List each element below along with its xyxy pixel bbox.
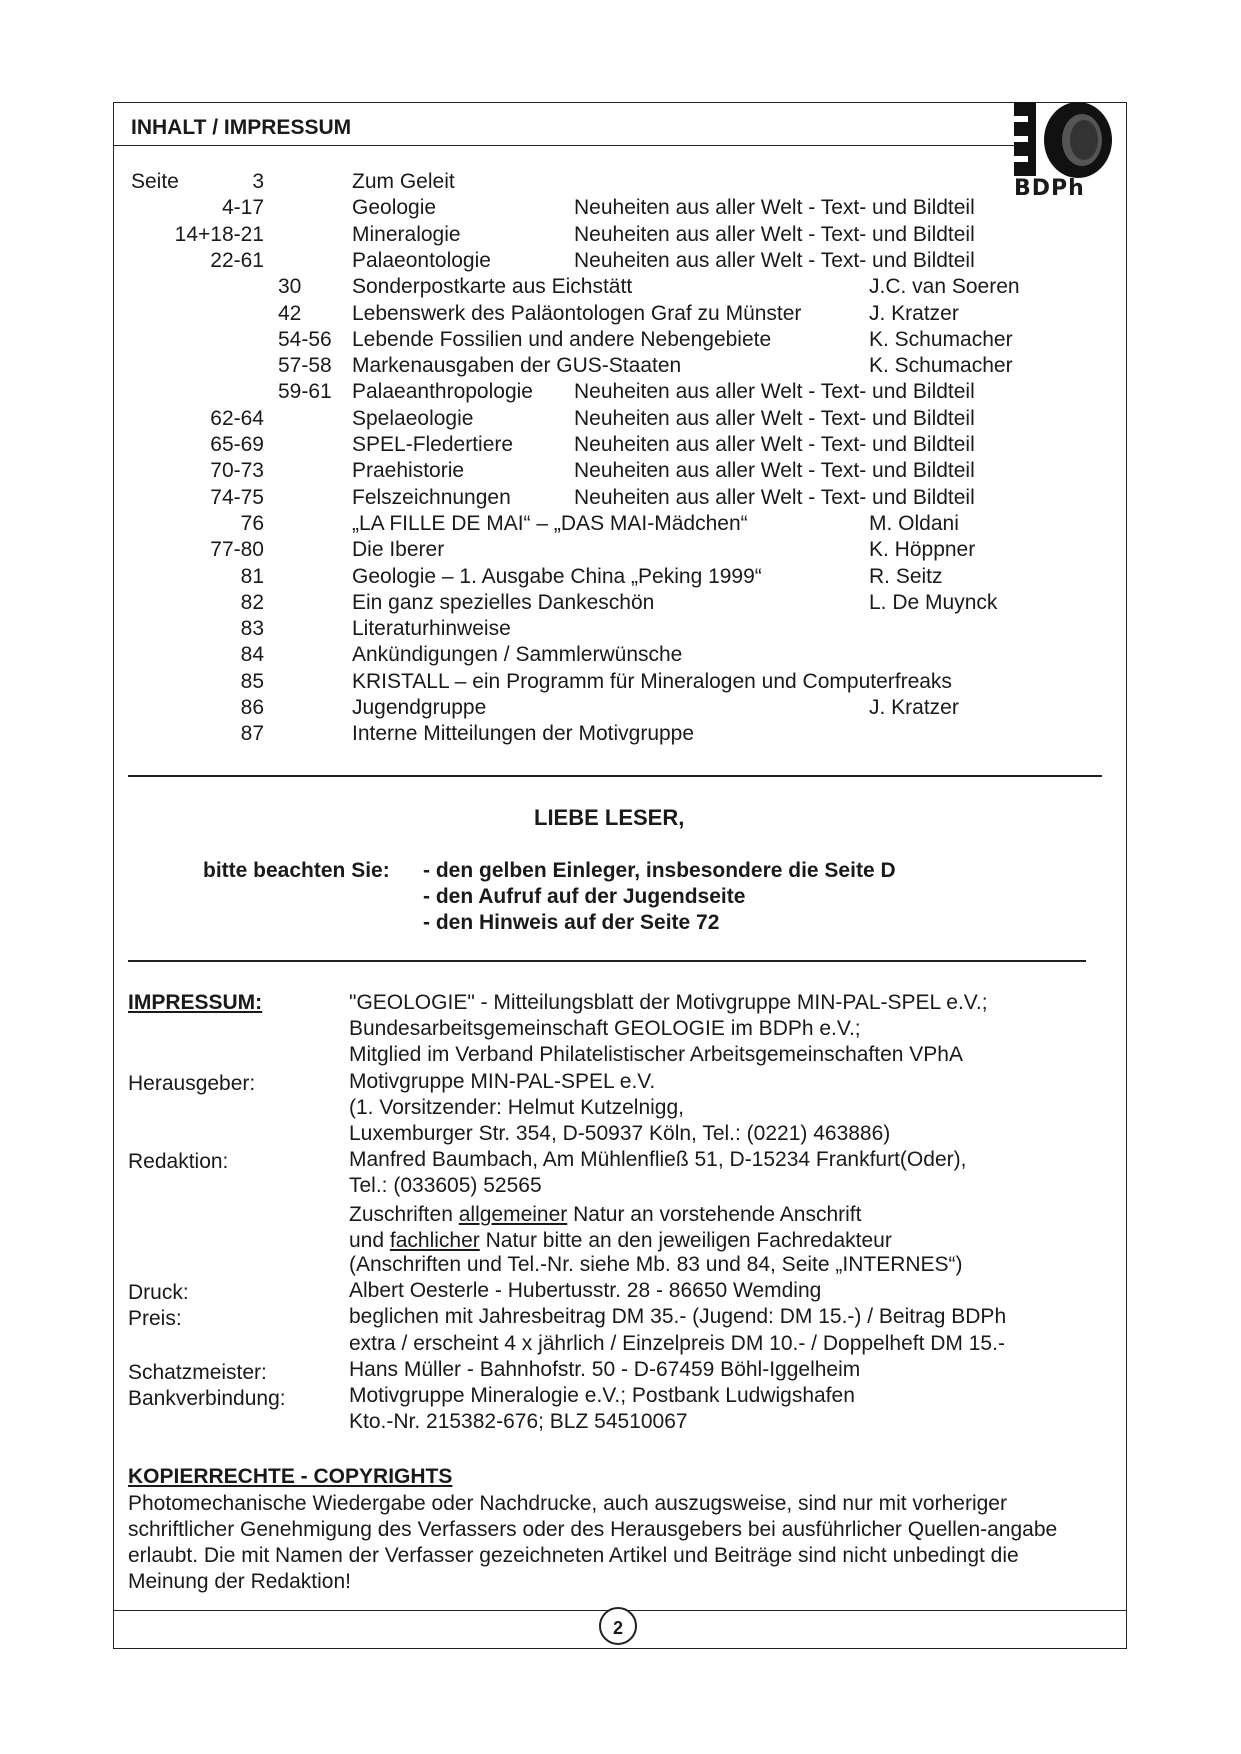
toc-row — [0, 249, 1100, 275]
toc-row — [0, 459, 1100, 485]
toc-page: 3 — [252, 170, 264, 193]
impressum-line: (Anschriften und Tel.-Nr. siehe Mb. 83 und 84, Seite „INTERNES“) — [349, 1253, 963, 1276]
toc-row — [0, 591, 1100, 617]
toc-row — [0, 223, 1100, 249]
toc-row — [0, 302, 1100, 328]
copyright-heading: KOPIERRECHTE - COPYRIGHTS — [128, 1465, 453, 1488]
toc-title: „LA FILLE DE MAI“ – „DAS MAI-Mädchen“ — [352, 511, 748, 535]
toc-row — [0, 512, 1100, 538]
toc-title: Jugendgruppe — [352, 696, 487, 719]
toc-title: Geologie — [352, 196, 437, 220]
impressum-heading: IMPRESSUM: — [128, 991, 263, 1014]
toc-page: 14+18-21 — [174, 222, 264, 246]
impressum-line: Mitglied im Verband Philatelistischer Arbeitsgemeinschaften VPhA — [349, 1043, 963, 1067]
toc-title: Zum Geleit — [352, 170, 455, 193]
label-redaktion: Redaktion: — [128, 1150, 229, 1173]
toc-title: Interne Mitteilungen der Motivgruppe — [352, 722, 695, 746]
divider — [128, 775, 1102, 777]
toc-page: 87 — [240, 722, 264, 746]
impressum-line: Albert Oesterle - Hubertusstr. 28 - 86650 Wemding — [349, 1279, 822, 1303]
label-bankverbindung: Bankverbindung: — [128, 1387, 286, 1410]
impressum-line: Hans Müller - Bahnhofstr. 50 - D-67459 Böhl-Iggelheim — [349, 1357, 861, 1381]
label-schatzmeister: Schatzmeister: — [128, 1361, 267, 1384]
toc-page: 84 — [240, 643, 264, 667]
impressum-line: Motivgruppe MIN-PAL-SPEL e.V. — [349, 1069, 656, 1093]
toc-page: 65-69 — [210, 433, 264, 456]
impressum-line: und fachlicher Natur bitte an den jeweiligen Fachredakteur — [349, 1229, 892, 1252]
impressum-line: Motivgruppe Mineralogie e.V.; Postbank Ludwigshafen — [349, 1384, 855, 1407]
divider — [128, 960, 1086, 962]
toc-author: K. Schumacher — [869, 354, 1013, 378]
toc-row — [0, 380, 1100, 406]
header-rule — [113, 145, 1025, 146]
toc-row — [0, 486, 1100, 512]
toc-row — [0, 196, 1100, 222]
impressum-line: Bundesarbeitsgemeinschaft GEOLOGIE im BDPh e.V.; — [349, 1017, 861, 1041]
toc-row — [0, 433, 1100, 459]
toc-description: Neuheiten aus aller Welt - Text- und Bildteil — [574, 222, 975, 246]
impressum-line: (1. Vorsitzender: Helmut Kutzelnigg, — [349, 1095, 684, 1119]
label-herausgeber: Herausgeber: — [128, 1072, 256, 1095]
toc-subpage: 30 — [278, 275, 302, 299]
toc-page: 4-17 — [221, 196, 264, 220]
toc-row — [0, 696, 1100, 722]
notice-title: LIEBE LESER, — [534, 805, 685, 830]
toc-description: Neuheiten aus aller Welt - Text- und Bildteil — [574, 248, 975, 272]
toc-page: 70-73 — [210, 459, 264, 483]
toc-row — [0, 407, 1100, 433]
toc-description: Neuheiten aus aller Welt - Text- und Bildteil — [574, 433, 975, 456]
toc-title: Ein ganz spezielles Dankeschön — [352, 590, 655, 614]
toc-author: J. Kratzer — [869, 301, 959, 325]
impressum-line: beglichen mit Jahresbeitrag DM 35.- (Jugend: DM 15.-) / Beitrag BDPh — [349, 1305, 1007, 1329]
toc-author: K. Höppner — [869, 538, 976, 562]
toc-description: Neuheiten aus aller Welt - Text- und Bildteil — [574, 196, 975, 220]
toc-row — [0, 643, 1100, 669]
toc-subpage: 42 — [278, 301, 302, 325]
toc-title: Palaeontologie — [352, 248, 491, 272]
toc-author: J. Kratzer — [869, 696, 959, 719]
toc-subpage: 57-58 — [278, 354, 332, 378]
toc-prefix: Seite — [131, 170, 179, 193]
toc-page: 74-75 — [210, 485, 264, 509]
notice-item: - den Hinweis auf der Seite 72 — [423, 911, 720, 934]
impressum-line: Luxemburger Str. 354, D-50937 Köln, Tel.: (0221) 463886) — [349, 1122, 891, 1145]
toc-title: Markenausgaben der GUS-Staaten — [352, 354, 682, 378]
toc-page: 77-80 — [210, 538, 264, 562]
page-number: 2 — [599, 1607, 637, 1645]
toc-page: 22-61 — [210, 248, 264, 272]
toc-row — [0, 538, 1100, 564]
toc-title: Geologie – 1. Ausgabe China „Peking 1999“ — [352, 564, 762, 588]
notice-item: - den gelben Einleger, insbesondere die Seite D — [423, 859, 896, 882]
toc-page: 76 — [240, 511, 264, 535]
toc-author: M. Oldani — [869, 511, 959, 535]
toc-row — [0, 354, 1100, 380]
toc-row — [0, 275, 1100, 301]
toc-title: KRISTALL – ein Programm für Mineralogen und Computerfreaks — [352, 669, 952, 693]
toc-author: K. Schumacher — [869, 327, 1013, 351]
toc-title: Die Iberer — [352, 538, 445, 562]
toc-row — [0, 565, 1100, 591]
toc-author: L. De Muynck — [869, 590, 998, 614]
impressum-line: "GEOLOGIE" - Mitteilungsblatt der Motivgruppe MIN-PAL-SPEL e.V.; — [349, 991, 988, 1014]
toc-title: Sonderpostkarte aus Eichstätt — [352, 275, 633, 299]
toc-row — [0, 328, 1100, 354]
toc-description: Neuheiten aus aller Welt - Text- und Bildteil — [574, 380, 975, 404]
toc-title: SPEL-Fledertiere — [352, 433, 514, 456]
toc-page: 83 — [240, 617, 264, 641]
label-druck: Druck: — [128, 1281, 189, 1304]
toc-title: Felszeichnungen — [352, 485, 511, 509]
notice-item: - den Aufruf auf der Jugendseite — [423, 885, 746, 908]
bdph-logo-text: BDPh — [1014, 176, 1085, 201]
toc-description: Neuheiten aus aller Welt - Text- und Bildteil — [574, 406, 975, 430]
toc-row — [0, 617, 1100, 643]
toc-title: Lebende Fossilien und andere Nebengebiete — [352, 327, 772, 351]
toc-subpage: 54-56 — [278, 327, 332, 351]
toc-page: 85 — [240, 669, 264, 693]
impressum-line: Manfred Baumbach, Am Mühlenfließ 51, D-15234 Frankfurt(Oder), — [349, 1148, 967, 1172]
toc-title: Lebenswerk des Paläontologen Graf zu Münster — [352, 301, 802, 325]
copyright-text: Photomechanische Wiedergabe oder Nachdrucke, auch auszugsweise, sind nur mit vorheriger schriftlicher Genehmigung des Verfassers oder des Herausgebers bei ausführlicher Quellen-angabe erlaubt. Die mit Namen der Verfasser gezeichneten Artikel und Beiträge sind nicht unbedingt die Meinung der Redaktion! — [128, 1492, 1058, 1593]
toc-title: Praehistorie — [352, 459, 465, 483]
impressum-line: Tel.: (033605) 52565 — [349, 1174, 542, 1198]
toc-row — [0, 670, 1100, 696]
toc-title: Spelaeologie — [352, 406, 474, 430]
toc-title: Ankündigungen / Sammlerwünsche — [352, 643, 683, 667]
toc-title: Palaeanthropologie — [352, 380, 533, 404]
toc-page: 62-64 — [210, 406, 264, 430]
toc-page: 86 — [240, 696, 264, 719]
page-title: INHALT / IMPRESSUM — [131, 116, 352, 139]
toc-subpage: 59-61 — [278, 380, 332, 404]
toc-page: 81 — [240, 564, 264, 588]
toc-description: Neuheiten aus aller Welt - Text- und Bildteil — [574, 459, 975, 483]
impressum-line: Kto.-Nr. 215382-676; BLZ 54510067 — [349, 1410, 688, 1434]
toc-page: 82 — [240, 590, 264, 614]
label-preis: Preis: — [128, 1307, 182, 1330]
toc-row — [0, 170, 1100, 196]
toc-author: J.C. van Soeren — [869, 275, 1020, 299]
toc-author: R. Seitz — [869, 564, 943, 588]
impressum-line: extra / erscheint 4 x jährlich / Einzelpreis DM 10.- / Doppelheft DM 15.- — [349, 1331, 1005, 1355]
toc-title: Mineralogie — [352, 222, 461, 246]
impressum-line: Zuschriften allgemeiner Natur an vorstehende Anschrift — [349, 1203, 862, 1226]
toc-description: Neuheiten aus aller Welt - Text- und Bildteil — [574, 485, 975, 509]
toc-title: Literaturhinweise — [352, 617, 511, 641]
notice-lead: bitte beachten Sie: — [203, 859, 390, 882]
toc-row — [0, 722, 1100, 748]
